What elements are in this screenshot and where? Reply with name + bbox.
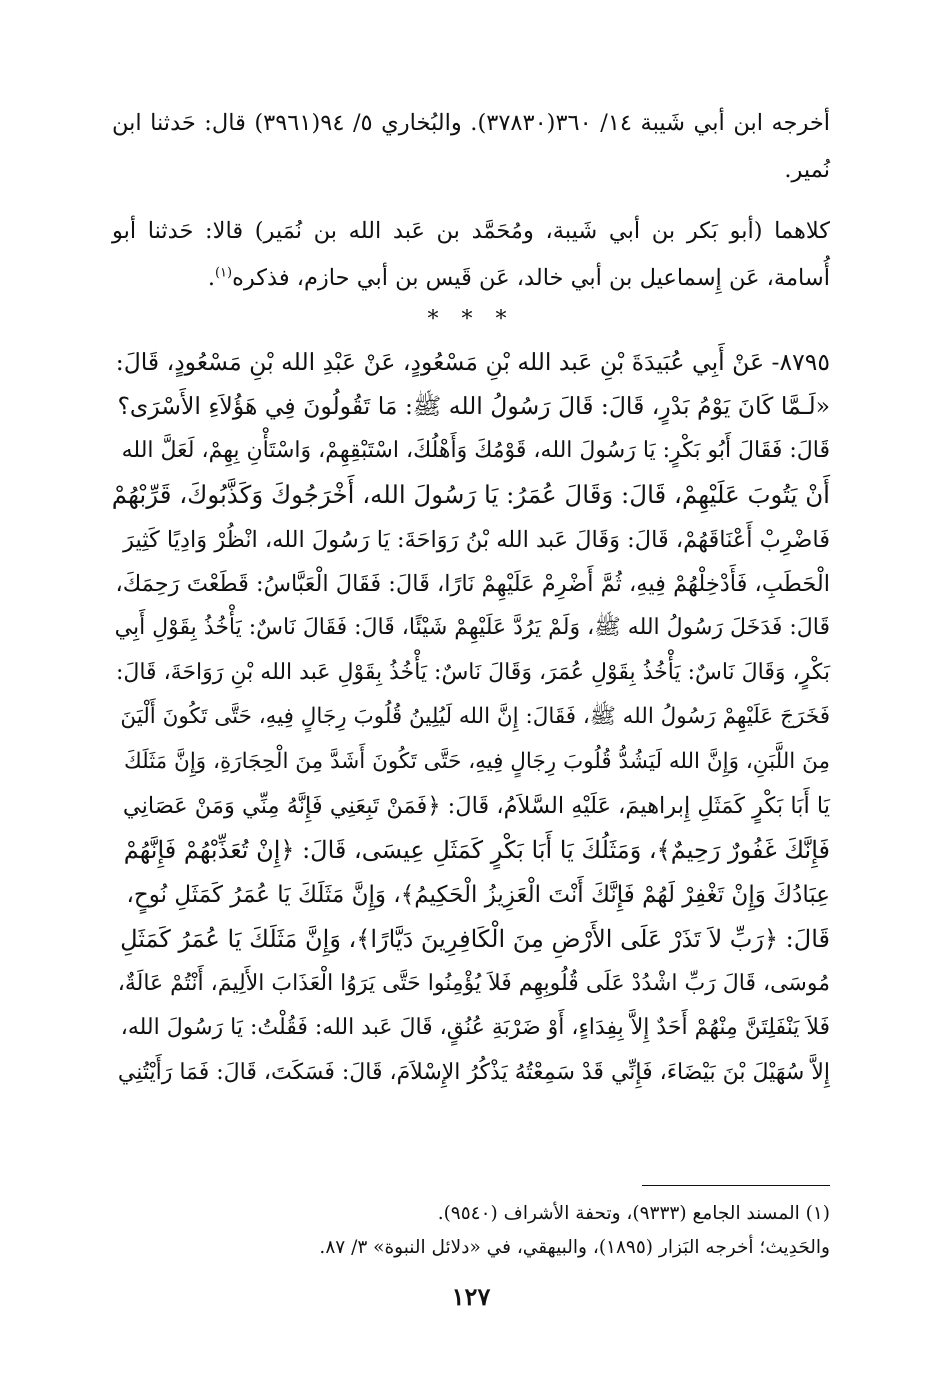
hadith-line: مِنَ اللَّبَنِ، وَإِنَّ الله لَيَشُدُّ قُلُوبَ رِجَالٍ فِيهِ، حَتَّى تَكُونَ أَشَدَّ مِنَ الْحِجَارَةِ، وَإِنَّ مَثَلَكَ	[123, 748, 830, 774]
footnotes	[230, 1197, 830, 1265]
hadith-line: عِبَادُكَ وَإِنْ تَغْفِرْ لَهُمْ فَإِنَّكَ أَنْتَ الْعَزِيزُ الْحَكِيمُ﴾، وَإِنَّ مَثَلَكَ يَا عُمَرُ كَمَثَلِ نُوحٍ،	[126, 881, 830, 908]
hadith-line: فَخَرَجَ عَلَيْهِمْ رَسُولُ الله ﷺ، فَقَالَ: إِنَّ الله لَيُلِينُ قُلُوبَ رِجَالٍ فِيهِ، حَتَّى تَكُونَ أَلْيَنَ	[120, 704, 830, 730]
intro-paragraph-2-text: كلاهما (أبو بَكر بن أبي شَيبة، ومُحَمَّد بن عَبد الله بن نُمَير) قالا: حَدثنا أبو أُسامة، عَن إِسماعيل بن أبي خالد، عَن قَيس بن أبي حازم، فذكره	[112, 218, 830, 291]
footnote-marker: (١)	[214, 265, 233, 281]
intro-paragraph-2-end: .	[207, 265, 215, 291]
intro-paragraph-2	[112, 208, 830, 302]
hadith-line: الْحَطَبِ، فَأَدْخِلْهُمْ فِيهِ، ثُمَّ أَضْرِمْ عَلَيْهِمْ نَارًا، قَالَ: فَقَالَ الْعَبَّاسُ: قَطَعْتَ رَحِمَكَ،	[115, 571, 830, 598]
hadith-line: بَكْرٍ، وَقَالَ نَاسٌ: يَأْخُذُ بِقَوْلِ عُمَرَ، وَقَالَ نَاسٌ: يَأْخُذُ بِقَوْلِ عَبد الله بْنِ رَوَاحَةَ، قَالَ:	[115, 659, 830, 685]
intro-paragraph-1: أخرجه ابن أبي شَيبة ١٤/ ٣٦٠(٣٧٨٣٠). والبُخاري ٥/ ٩٤(٣٩٦١) قال: حَدثنا ابن نُمير.	[112, 110, 831, 183]
hadith-line: «لَـمَّا كَانَ يَوْمُ بَدْرٍ، قَالَ: قَالَ رَسُولُ الله ﷺ: مَا تَقُولُونَ فِي هَؤُلاَءِ الأَسْرَى؟	[117, 392, 830, 421]
hadith-line: يَا أَبَا بَكْرٍ كَمَثَلِ إِبراهيمَ، عَلَيْهِ السَّلاَمُ، قَالَ: ﴿فَمَنْ تَبِعَنِي فَإِنَّهُ مِنِّي وَمَنْ عَصَانِي	[122, 793, 830, 820]
intro-section	[112, 100, 830, 302]
footnote-divider	[642, 1185, 830, 1186]
hadith-line: ٨٧٩٥- عَنْ أَبِي عُبَيدَةَ بْنِ عَبد الله بْنِ مَسْعُودٍ، عَنْ عَبْدِ الله بْنِ مَسْعُودٍ، قَالَ:	[115, 348, 830, 376]
hadith-line: قَالَ: فَدَخَلَ رَسُولُ الله ﷺ، وَلَمْ يَرُدَّ عَلَيْهِمْ شَيْئًا، قَالَ: فَقَالَ نَاسٌ: يَأْخُذُ بِقَوْلِ أَبِي	[114, 615, 830, 641]
hadith-line: فَإِنَّكَ غَفُورٌ رَحِيمٌ﴾، وَمَثَلُكَ يَا أَبَا بَكْرٍ كَمَثَلِ عِيسَى، قَالَ: ﴿إِنْ تُعَذِّبْهُمْ فَإِنَّهُمْ	[123, 836, 830, 865]
section-separator: * * *	[427, 307, 515, 332]
hadith-line: فَلاَ يَنْفَلِتَنَّ مِنْهُمْ أَحَدٌ إِلاَّ بِفِدَاءٍ، أَوْ ضَرْبَةِ عُنُقٍ، قَالَ عَبد الله: فَقُلْتُ: يَا رَسُولَ الله،	[120, 1015, 830, 1041]
footnote-2: والحَدِيث؛ أخرجه البَزار (١٨٩٥)، والبيهقي، في «دلائل النبوة» ٣/ ٨٧.	[319, 1237, 830, 1258]
hadith-text	[112, 340, 830, 1095]
hadith-line: إِلاَّ سُهَيْلَ بْنَ بَيْضَاءَ، فَإِنِّي قَدْ سَمِعْتُهُ يَذْكُرُ الإِسْلاَمَ، قَالَ: فَسَكَتَ، قَالَ: فَمَا رَأَيْتُنِي	[117, 1059, 830, 1085]
hadith-line: فَاضْرِبْ أَعْنَاقَهُمْ، قَالَ: وَقَالَ عَبد الله بْنُ رَوَاحَةَ: يَا رَسُولَ الله، انْظُرْ وَادِيًا كَثِيرَ	[123, 526, 830, 553]
page-number: ١٢٧	[451, 1282, 491, 1311]
page-body	[112, 100, 830, 1095]
hadith-line: قَالَ: فَقَالَ أَبُو بَكْرٍ: يَا رَسُولَ الله، قَوْمُكَ وَأَهْلُكَ، اسْتَبْقِهِمْ، وَاسْتَأْنِ بِهِمْ، لَعَلَّ الله	[121, 437, 830, 463]
hadith-line: أَنْ يَتُوبَ عَلَيْهِمْ، قَالَ: وَقَالَ عُمَرُ: يَا رَسُولَ الله، أَخْرَجُوكَ وَكَذَّبُوكَ، قَرِّبْهُمْ	[111, 480, 830, 510]
footnote-1: (١) المسند الجامع (٩٣٣٣)، وتحفة الأشراف (٩٥٤٠).	[437, 1203, 830, 1224]
hadith-line: قَالَ: ﴿رَبِّ لاَ تَذَرْ عَلَى الأَرْضِ مِنَ الْكَافِرِينَ دَيَّارًا﴾، وَإِنَّ مَثَلَكَ يَا عُمَرُ كَمَثَلِ	[120, 925, 830, 954]
hadith-line: مُوسَى، قَالَ رَبِّ اشْدُدْ عَلَى قُلُوبِهِم فَلاَ يُؤْمِنُوا حَتَّى يَرَوُا الْعَذَابَ الأَلِيمَ، أَنْتُمْ عَالَةٌ،	[117, 970, 830, 996]
